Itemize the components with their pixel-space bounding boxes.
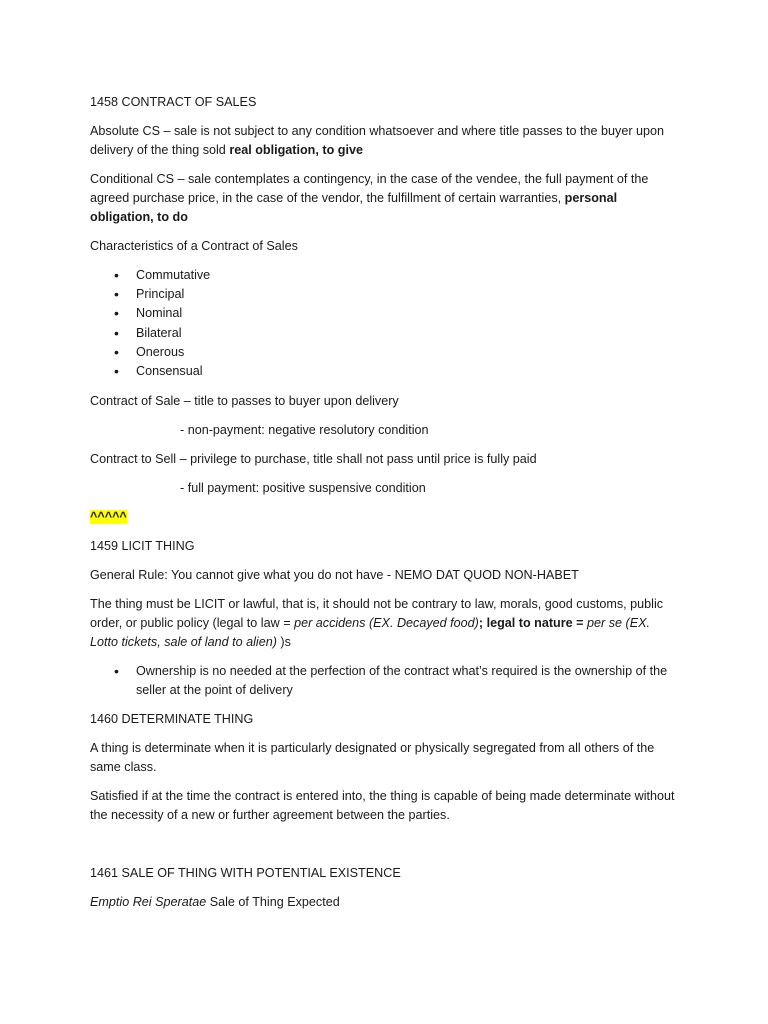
highlight-marker-line <box>90 508 678 527</box>
contract-of-sale-line: Contract of Sale – title to passes to buyer upon delivery <box>90 394 399 408</box>
heading-1461: 1461 SALE OF THING WITH POTENTIAL EXISTENCE <box>90 866 401 880</box>
list-item: • Consensual <box>90 362 678 381</box>
general-rule-maxim: NEMO DAT QUOD NON-HABET <box>394 568 579 582</box>
general-rule-line <box>90 566 678 585</box>
licit-text-end: )s <box>276 635 291 649</box>
heading-1458: 1458 CONTRACT OF SALES <box>90 95 257 109</box>
characteristics-title: Characteristics of a Contract of Sales <box>90 239 298 253</box>
licit-text-mid: ; legal to nature = <box>478 616 587 630</box>
licit-example-accidens: per accidens (EX. Decayed food) <box>294 616 479 630</box>
emptio-latin: Emptio Rei Speratae <box>90 895 207 909</box>
conditional-cs-text: Conditional CS – sale contemplates a contingency, in the case of the vendee, the full payment of the agreed purchase price, in the case of the vendor, the fulfillment of certain warranties, <box>90 172 649 205</box>
list-item: • Principal <box>90 285 678 304</box>
ownership-list <box>90 662 678 700</box>
non-payment-line: - non-payment: negative resolutory condition <box>180 423 429 437</box>
licit-paragraph <box>90 595 678 652</box>
licit-example-per-se: per se (EX. Lotto tickets, sale of land to alien) <box>90 616 650 649</box>
licit-text: The thing must be LICIT or lawful, that is, it should not be contrary to law, morals, good customs, public order, or public policy (legal to law = <box>90 597 664 630</box>
list-item: • Bilateral <box>90 324 678 343</box>
list-item: • Ownership is no needed at the perfection of the contract what’s required is the ownership of the seller at the point of delivery <box>90 662 678 700</box>
absolute-cs-obligation: real obligation, to give <box>229 143 363 157</box>
list-item: • Commutative <box>90 266 678 285</box>
characteristics-list <box>90 266 678 381</box>
emptio-translation: Sale of Thing Expected <box>206 895 340 909</box>
contract-to-sell-line: Contract to Sell – privilege to purchase, title shall not pass until price is fully paid <box>90 452 537 466</box>
heading-1459: 1459 LICIT THING <box>90 539 195 553</box>
highlight-marker: ^^^^^ <box>90 510 127 524</box>
conditional-cs-paragraph <box>90 170 678 227</box>
emptio-line <box>90 893 678 912</box>
absolute-cs-paragraph <box>90 122 678 160</box>
full-payment-line: - full payment: positive suspensive condition <box>180 481 426 495</box>
heading-1460: 1460 DETERMINATE THING <box>90 712 254 726</box>
list-item: • Nominal <box>90 304 678 323</box>
general-rule-text: General Rule: You cannot give what you do not have - <box>90 568 395 582</box>
determinate-paragraph-1: A thing is determinate when it is particularly designated or physically segregated from all others of the same class. <box>90 741 655 774</box>
list-item: • Onerous <box>90 343 678 362</box>
determinate-paragraph-2: Satisfied if at the time the contract is entered into, the thing is capable of being made determinate without the necessity of a new or further agreement between the parties. <box>90 789 675 822</box>
absolute-cs-text: Absolute CS – sale is not subject to any condition whatsoever and where title passes to the buyer upon delivery of the thing sold <box>90 124 665 157</box>
conditional-cs-obligation: personal obligation, to do <box>90 191 618 224</box>
